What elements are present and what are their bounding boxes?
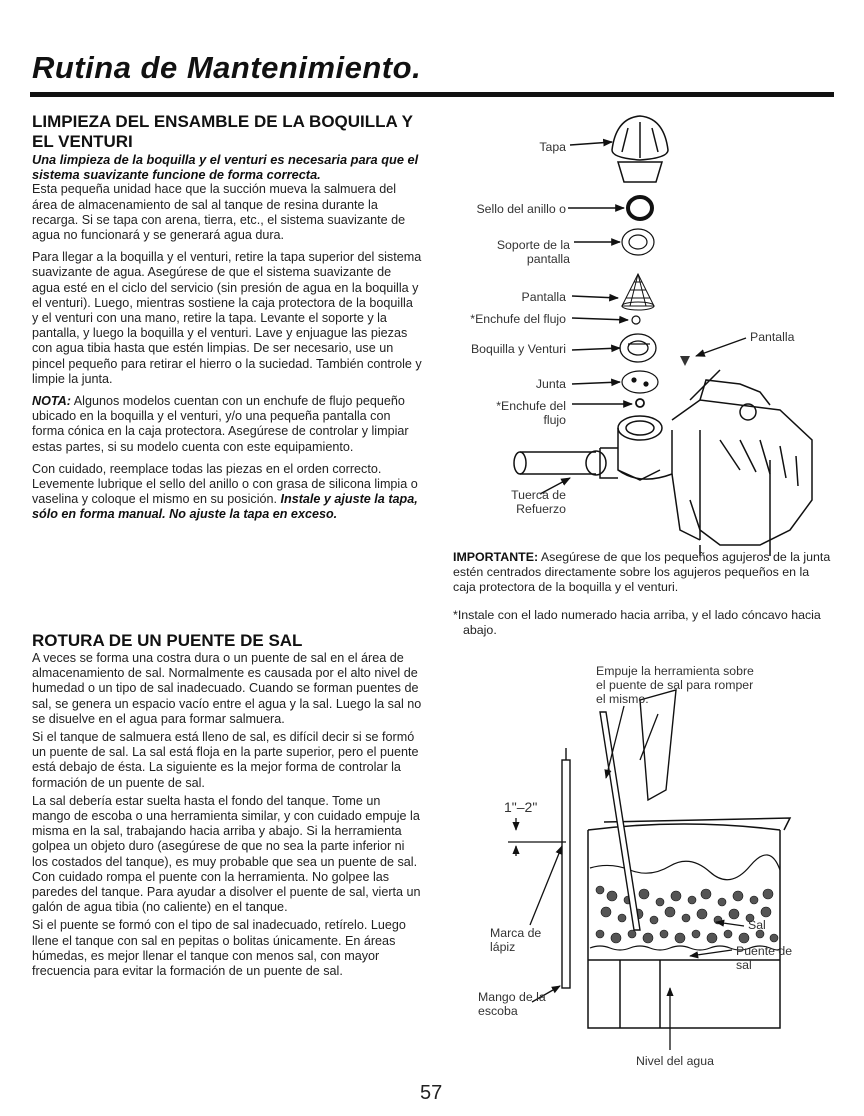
section1-paragraph-2: Para llegar a la boquilla y el venturi, retire la tapa superior del sistema suavizante de agua. Asegúrese de que el sistema suavizante de agua esté en el ciclo del servicio (sin presión de agua en la boquilla y el venturi). Luego, mientras sostiene la caja protectora de la boquilla y el venturi con una mano, retire la tapa. Levante el soporte y la pantalla, y luego la boquilla y el venturi. Lave y enjuague las piezas con agua tibia hasta que estén limpias. De ser necesario, use un pincel pequeño para retirar el hierro o la suciedad. También controle y limpie la junta. [32,250,422,386]
important-text: Asegúrese de que los pequeños agujeros de la junta estén centrados directamente sobre los agujeros pequeños en la caja protectora de la boquilla y el venturi. [453,550,831,594]
label-nivel: Nivel del agua [636,1054,714,1068]
label-soporte: Soporte de la pantalla [496,238,570,266]
o-ring-part [628,197,652,219]
section2-heading: ROTURA DE UN PUENTE DE SAL [32,631,303,650]
label-measure: 1"–2" [504,799,538,815]
flow-plug-part [632,316,640,324]
section2-paragraph-4: Si el puente se formó con el tipo de sal inadecuado, retírelo. Luego llene el tanque con sal en pepitas o bolitas únicamente. En áreas húmedas, es mejor llenar el tanque con menos sal, con mayor frecuencia para evitar la formación de un puente de sal. [32,918,406,979]
label-puente: Puente de sal [736,944,793,972]
label-sello: Sello del anillo o [476,202,566,216]
section2-paragraph-2: Si el tanque de salmuera está lleno de sal, es difícil decir si se formó un puente de sal. La sal está floja en la parte superior, pero el puente está debajo de ésta. La siguiente es la mejor forma de controlar la formación de un puente de sal. [32,730,419,790]
section1-paragraph-1: Esta pequeña unidad hace que la succión mueva la salmuera del área de almacenamiento de sal al tanque de resina durante la recarga. Si se tapa con arena, tierra, etc., el sistema suavizante de agua no funcionará y se generará agua dura. [32,182,406,243]
note-label: NOTA: [32,394,71,409]
label-junta: Junta [535,377,566,391]
label-sal: Sal [748,918,766,932]
cap-part [612,116,668,182]
diagram1-arrows [540,142,746,494]
page-title: Rutina de Mantenimiento. [32,50,422,85]
flow-plug-2-part [636,399,644,407]
note-text: Algunos modelos cuentan con un enchufe de flujo pequeño ubicado en la boquilla y el venturi, y/o una pequeña pantalla con forma cónica en la caja protectora. Asegúrese de controlar y limpiar estas partes, si su modelo cuenta con este equipamiento. [32,394,409,454]
screen-support-part [622,229,654,255]
page-number: 57 [420,1082,443,1104]
important-label: IMPORTANTE: [453,550,539,564]
label-pantalla: Pantalla [521,290,566,304]
valve-housing [514,370,812,556]
section1-heading-line2: EL VENTURI [32,132,133,151]
label-empuje: Empuje la herramienta sobre el puente de sal para romper el mismo. [596,664,754,706]
gasket-part [622,371,658,393]
small-screen-part [680,356,690,366]
label-mango: Mango de la escoba [478,990,546,1018]
section1-lead: Una limpieza de la boquilla y el venturi es necesaria para que el sistema suavizante funcione de forma correcta. [32,152,419,183]
p3-emphasis: Instale y ajuste la tapa, sólo en forma manual. No ajuste la tapa en exceso. [32,492,418,522]
label-enchufe-1: *Enchufe del flujo [470,312,566,326]
label-boquilla: Boquilla y Venturi [470,342,566,356]
p3-text: Con cuidado, reemplace todas las piezas en el orden correcto. Levemente lubrique el sello del anillo o con grasa de silicona limpia o vaselina y coloque el mismo en su posición. [32,461,418,507]
nozzle-venturi-part [620,334,656,362]
label-marca: Marca de lápiz [490,926,542,954]
section2-paragraph-3: La sal debería estar suelta hasta el fondo del tanque. Tome un mango de escoba o una herramienta similar, y con cuidado empuje la misma en la sal, trabajando hacia arriba y abajo. Si la herramienta golpea un objeto duro (asegúrese de que no sea la parte inferior ni los costados del tanque), es muy probable que sea un puente de sal. Con cuidado rompa el puente con la herramienta. No golpee las paredes del tanque. Para ayudar a disolver el puente de sal, vierta un galón de agua tibia (no caliente) en el tanque. [32,793,421,915]
label-enchufe-2: *Enchufe del flujo [496,399,566,427]
section1-heading-line1: LIMPIEZA DEL ENSAMBLE DE LA BOQUILLA Y [32,112,413,131]
label-tapa: Tapa [539,140,566,154]
label-tuerca: Tuerca de Refuerzo [511,488,566,516]
salt-pebbles [596,886,778,943]
footnote: *Instale con el lado numerado hacia arriba, y el lado cóncavo hacia abajo. [453,608,821,637]
important-note [453,550,833,595]
broom-handle [562,748,570,988]
section2-paragraph-1: A veces se forma una costra dura o un puente de sal en el área de almacenamiento de sal. Normalmente es causada por el alto nivel de humedad o un tipo de sal inadecuado. Cuando se forman puentes de sal, se genera un espacio vacío entre el agua y la sal. Luego la sal no se disuelve en el agua para formar salmuera. [32,651,422,726]
label-pantalla-2: Pantalla [750,330,795,344]
screen-cone-part [622,274,654,310]
